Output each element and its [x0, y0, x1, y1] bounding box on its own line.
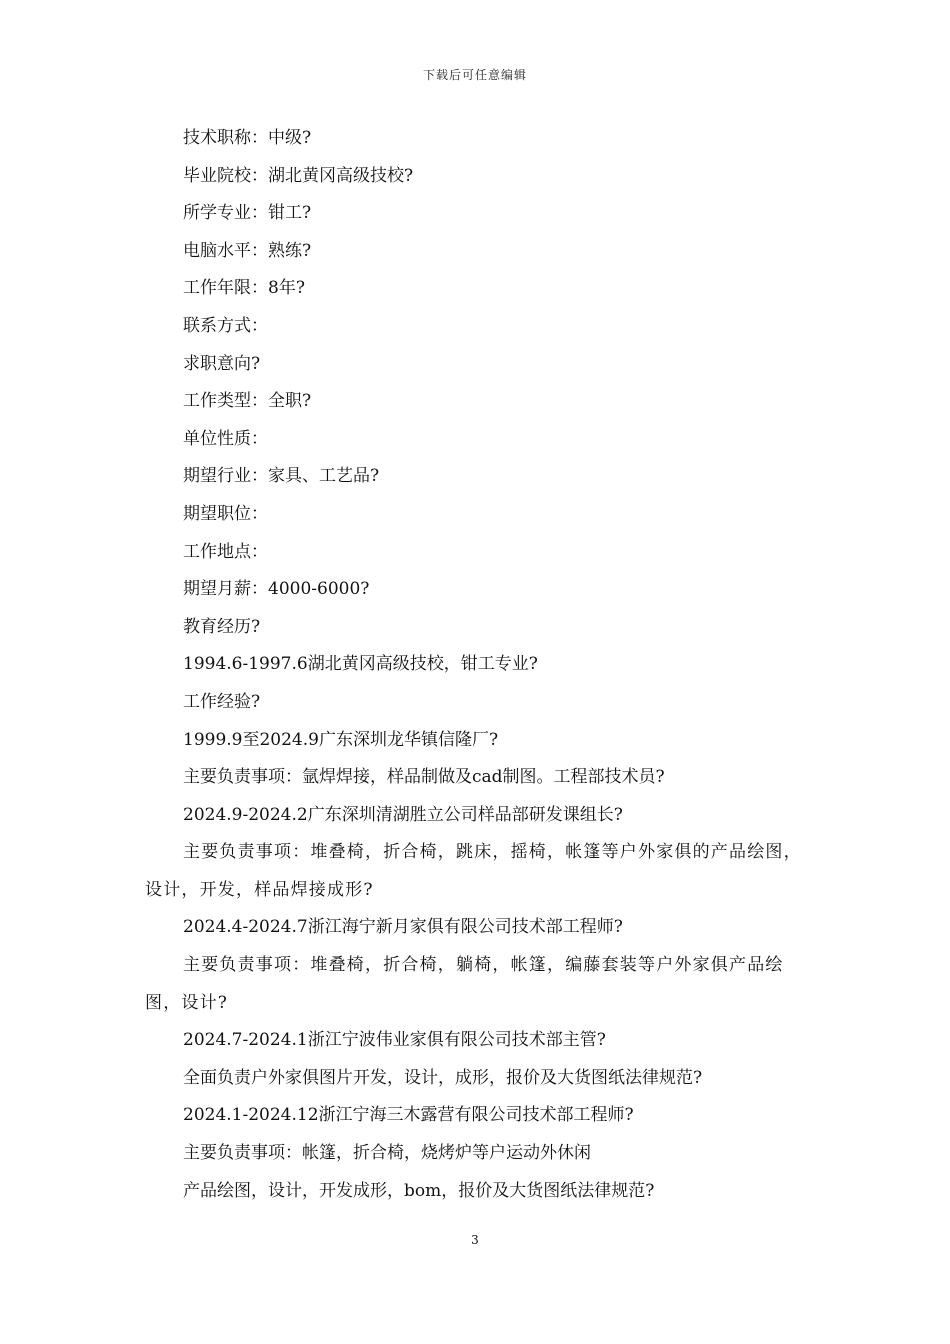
section-heading: 工作经验? — [183, 691, 261, 712]
text-line: 1994.6-1997.6湖北黄冈高级技校，钳工专业? — [183, 654, 538, 675]
text-line: 主要负责事项：氩焊焊接，样品制做及cad制图。工程部技术员? — [183, 767, 665, 788]
text-line: 期望职位： — [183, 503, 268, 524]
document-body — [145, 120, 810, 1210]
text-line: 联系方式： — [183, 315, 268, 336]
text-line: 2024.7-2024.1浙江宁波伟业家俱有限公司技术部主管? — [183, 1030, 606, 1051]
text-line: 技术职称：中级? — [183, 128, 312, 148]
text-line: 产品绘图，设计，开发成形，bom，报价及大货图纸法律规范? — [183, 1180, 655, 1201]
paragraph: 主要负责事项：堆叠椅，折合椅，躺椅，帐篷，编藤套装等户外家俱产品绘图，设计? — [145, 955, 784, 1013]
page-number: 3 — [471, 1233, 479, 1247]
text-line: 主要负责事项：帐篷，折合椅，烧烤炉等户运动外休闲 — [183, 1143, 591, 1164]
text-line: 毕业院校：湖北黄冈高级技校? — [183, 165, 414, 186]
text-line: 电脑水平：熟练? — [183, 240, 312, 261]
text-line: 所学专业：钳工? — [183, 203, 312, 224]
text-line: 1999.9至2024.9广东深圳龙华镇信隆厂? — [183, 729, 499, 750]
text-line: 单位性质： — [183, 428, 268, 449]
page-header: 下载后可任意编辑 — [422, 68, 527, 82]
text-line: 工作年限：8年? — [183, 278, 305, 299]
paragraph: 主要负责事项：堆叠椅，折合椅，跳床，摇椅，帐篷等户外家俱的产品绘图，设计，开发，样品焊接成形? — [145, 842, 802, 900]
text-line: 2024.4-2024.7浙江海宁新月家俱有限公司技术部工程师? — [183, 917, 623, 938]
section-heading: 教育经历? — [183, 616, 261, 637]
section-heading: 求职意向? — [183, 353, 261, 374]
text-line: 工作类型：全职? — [183, 391, 312, 412]
text-line: 2024.1-2024.12浙江宁海三木露营有限公司技术部工程师? — [183, 1105, 634, 1126]
text-line: 工作地点： — [183, 541, 268, 562]
text-line: 期望行业：家具、工艺品? — [183, 466, 380, 487]
text-line: 期望月薪：4000-6000? — [183, 579, 370, 600]
text-line: 全面负责户外家俱图片开发，设计，成形，报价及大货图纸法律规范? — [183, 1067, 703, 1088]
text-line: 2024.9-2024.2广东深圳清湖胜立公司样品部研发课组长? — [183, 804, 623, 825]
